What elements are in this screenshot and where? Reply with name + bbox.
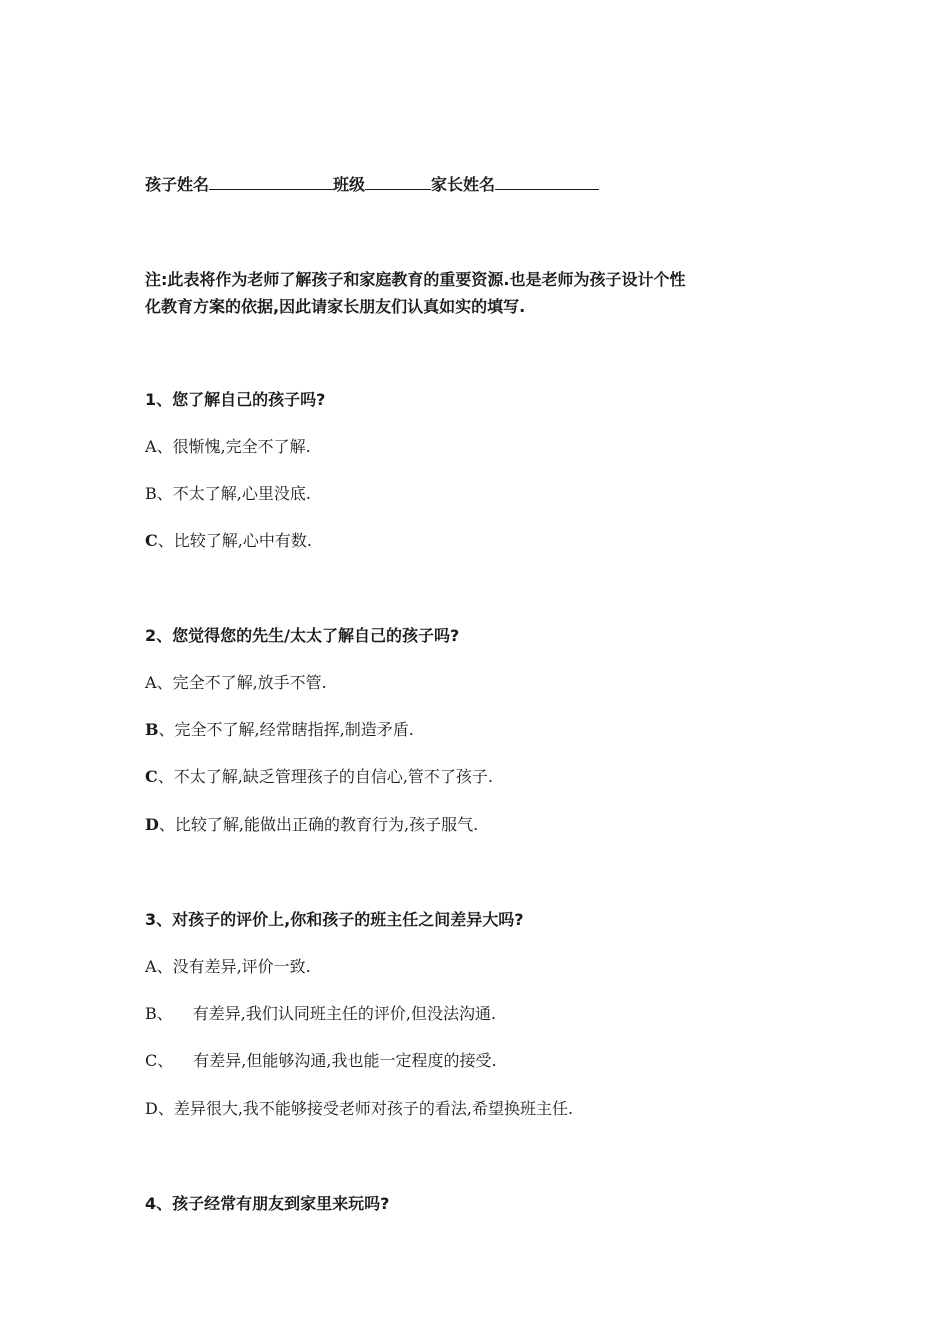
question-4: 4、孩子经常有朋友到家里来玩吗?	[145, 1194, 390, 1213]
q2-option-d[interactable]	[145, 812, 478, 835]
class-label: 班级	[333, 175, 366, 194]
q3-option-b[interactable]	[145, 1001, 496, 1024]
option-text: 完全不了解,经常瞎指挥,制造矛盾.	[174, 720, 414, 739]
q2-option-c[interactable]	[145, 764, 493, 787]
note-line-2: 化教育方案的依据,因此请家长朋友们认真如实的填写.	[145, 297, 526, 316]
option-text: 不太了解,心里没底.	[172, 484, 311, 503]
option-letter: C	[145, 531, 158, 550]
q2-option-b[interactable]	[145, 717, 414, 740]
option-sep: 、	[158, 720, 175, 739]
option-letter: A	[145, 673, 157, 692]
option-letter: D	[145, 1099, 158, 1118]
option-text: 比较了解,能做出正确的教育行为,孩子服气.	[174, 815, 479, 834]
q2-option-a[interactable]	[145, 670, 327, 693]
child-name-blank[interactable]	[209, 173, 333, 190]
option-letter: A	[145, 437, 157, 456]
parent-name-label: 家长姓名	[431, 175, 496, 194]
option-sep: 、	[156, 957, 173, 976]
q1-option-a[interactable]	[145, 434, 311, 457]
option-sep: 、	[156, 1004, 173, 1023]
parent-name-blank[interactable]	[495, 173, 599, 190]
option-sep: 、	[156, 673, 173, 692]
instruction-note	[145, 266, 815, 320]
question-3: 3、对孩子的评价上,你和孩子的班主任之间差异大吗?	[145, 910, 524, 929]
option-sep: 、	[157, 1051, 174, 1070]
question-2: 2、您觉得您的先生/太太了解自己的孩子吗?	[145, 626, 460, 645]
option-letter: B	[145, 484, 157, 503]
option-text: 比较了解,心中有数.	[173, 531, 312, 550]
option-letter: C	[145, 1051, 158, 1070]
header-line	[145, 172, 599, 195]
option-sep: 、	[156, 437, 173, 456]
option-letter: A	[145, 957, 157, 976]
q3-option-c[interactable]	[145, 1048, 497, 1071]
q3-option-a[interactable]	[145, 954, 311, 977]
class-blank[interactable]	[365, 173, 431, 190]
option-sep: 、	[157, 531, 174, 550]
q1-option-b[interactable]	[145, 481, 311, 504]
option-sep: 、	[158, 815, 175, 834]
option-letter: D	[145, 815, 159, 834]
option-text: 完全不了解,放手不管.	[172, 673, 327, 692]
option-text: 有差异,我们认同班主任的评价,但没法沟通.	[192, 1004, 497, 1023]
option-letter: B	[145, 1004, 157, 1023]
option-text: 不太了解,缺乏管理孩子的自信心,管不了孩子.	[173, 767, 494, 786]
option-text: 很惭愧,完全不了解.	[172, 437, 311, 456]
option-text: 没有差异,评价一致.	[172, 957, 311, 976]
question-1: 1、您了解自己的孩子吗?	[145, 390, 326, 409]
option-text: 有差异,但能够沟通,我也能一定程度的接受.	[193, 1051, 497, 1070]
option-text: 差异很大,我不能够接受老师对孩子的看法,希望换班主任.	[173, 1099, 574, 1118]
option-sep: 、	[156, 484, 173, 503]
q3-option-d[interactable]	[145, 1096, 573, 1119]
option-letter: B	[145, 720, 159, 739]
option-sep: 、	[157, 1099, 174, 1118]
q1-option-c[interactable]	[145, 528, 312, 551]
option-sep: 、	[157, 767, 174, 786]
option-letter: C	[145, 767, 158, 786]
child-name-label: 孩子姓名	[145, 175, 210, 194]
note-line-1: 注:此表将作为老师了解孩子和家庭教育的重要资源.也是老师为孩子设计个性	[145, 270, 686, 289]
